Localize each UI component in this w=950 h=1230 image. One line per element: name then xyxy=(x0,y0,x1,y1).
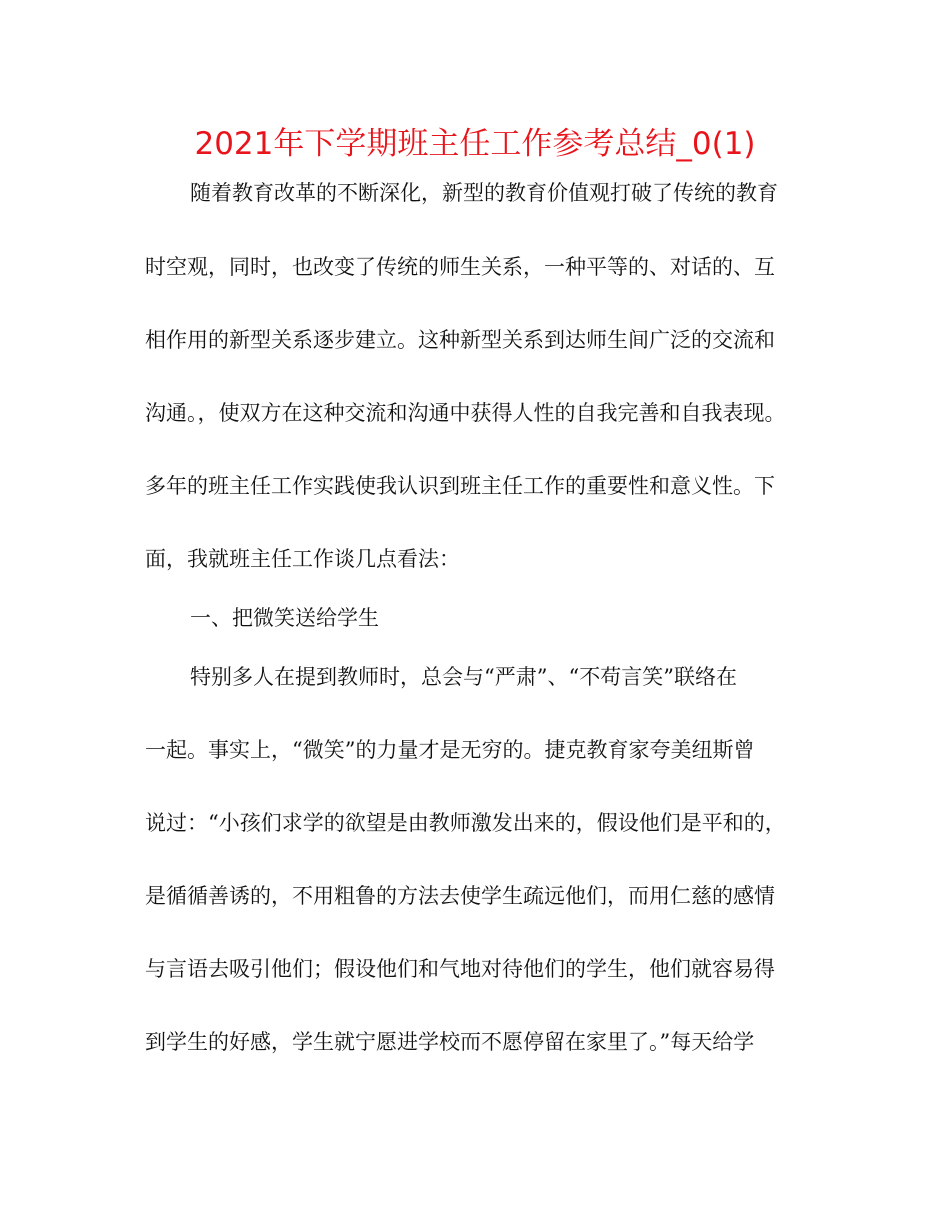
paragraph-line-9: 说过：“小孩们求学的欲望是由教师激发出来的，假设他们是平和的， xyxy=(145,811,786,835)
paragraph-line-7: 特别多人在提到教师时，总会与“严肃”、“不苟言笑”联络在 xyxy=(190,665,737,689)
paragraph-line-8: 一起。事实上，“微笑”的力量才是无穷的。捷克教育家夸美纽斯曾 xyxy=(145,738,755,762)
paragraph-line-3: 相作用的新型关系逐步建立。这种新型关系到达师生间广泛的交流和 xyxy=(145,328,775,352)
section-heading-1: 一、把微笑送给学生 xyxy=(190,606,379,630)
paragraph-line-5: 多年的班主任工作实践使我认识到班主任工作的重要性和意义性。下 xyxy=(145,474,775,498)
document-title: 2021年下学期班主任工作参考总结_0(1) xyxy=(194,126,756,162)
paragraph-line-2: 时空观，同时，也改变了传统的师生关系，一种平等的、对话的、互 xyxy=(145,255,775,279)
paragraph-line-12: 到学生的好感，学生就宁愿进学校而不愿停留在家里了。”每天给学 xyxy=(145,1030,755,1054)
paragraph-line-10: 是循循善诱的，不用粗鲁的方法去使学生疏远他们，而用仁慈的感情 xyxy=(145,884,775,908)
paragraph-line-11: 与言语去吸引他们；假设他们和气地对待他们的学生，他们就容易得 xyxy=(145,957,775,981)
paragraph-line-6: 面，我就班主任工作谈几点看法： xyxy=(145,547,460,571)
paragraph-line-4: 沟通。，使双方在这种交流和沟通中获得人性的自我完善和自我表现。 xyxy=(145,401,786,425)
paragraph-line-1: 随着教育改革的不断深化，新型的教育价值观打破了传统的教育 xyxy=(190,181,778,205)
